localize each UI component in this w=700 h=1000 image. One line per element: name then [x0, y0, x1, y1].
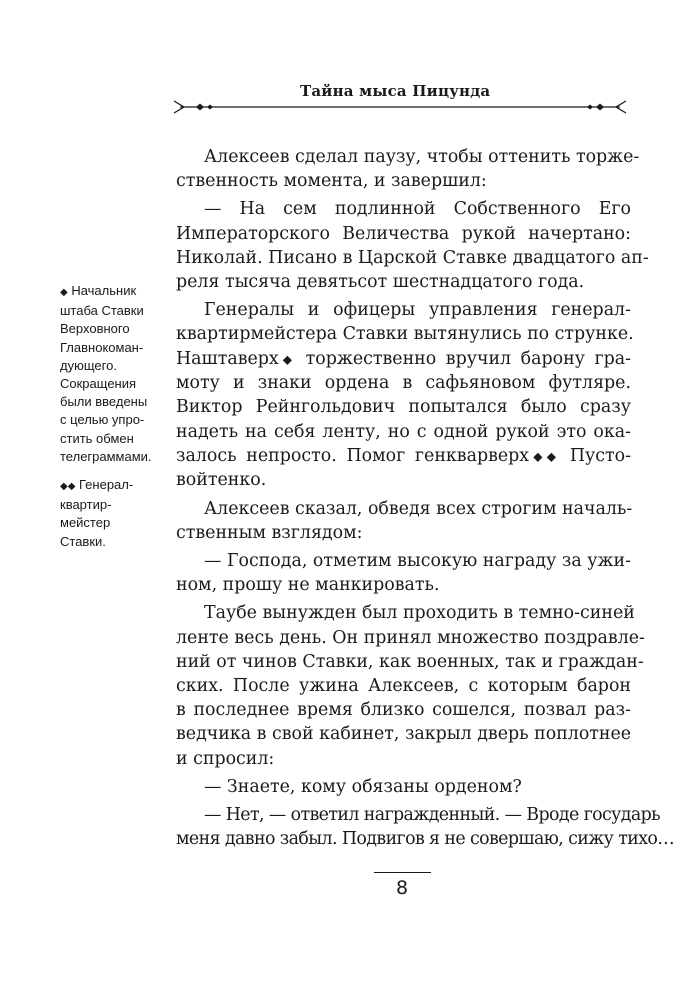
sidenote-line: ◆ Начальник [60, 283, 137, 298]
sidenote-line: ◆◆ Генерал- [60, 477, 134, 493]
footnote-marker: ◆◆ [60, 481, 76, 493]
text-line: — Знаете, кому обязаны орденом? [204, 776, 522, 797]
text-line: Николай. Писано в Царской Ставке двадцатого ап- [176, 247, 649, 268]
page-number-rule [374, 872, 431, 873]
text-line: меня давно забыл. Подвигов я не совершаю, сижу тихо… [176, 829, 675, 850]
text-line: Таубе вынужден был проходить в темно-синей [204, 603, 635, 624]
text-line [176, 347, 631, 372]
text-line: моту и знаки ордена в сафьяновом футляре. [176, 373, 631, 394]
sidenote-line: Сокращения [60, 376, 137, 392]
sidenote-line: квартир- [60, 497, 112, 513]
text-fragment: залось непросто. Помог генкварверх [176, 445, 530, 466]
text-line: в последнее время близко сошелся, позвал раз- [176, 700, 631, 721]
text-line: ний от чинов Ставки, как военных, так и граждан- [176, 651, 644, 672]
footnote-marker: ◆ [60, 287, 68, 298]
text-fragment: Пусто- [560, 445, 631, 466]
text-line: — Господа, отметим высокую награду за ужи- [204, 551, 631, 572]
text-line: войтенко. [176, 470, 267, 491]
running-header: Тайна мыса Пицунда [300, 82, 491, 100]
text-line: Виктор Рейнгольдович попытался было сразу [176, 397, 631, 418]
sidenote-line: дующего. [60, 357, 117, 373]
footnote-mark-1: ◆ [278, 352, 297, 367]
text-fragment: торжественно вручил барону гра- [296, 348, 631, 369]
text-line: Генералы и офицеры управления генерал- [204, 300, 631, 321]
text-line: квартирмейстера Ставки вытянулись по струнке. [176, 324, 634, 345]
page-number: 8 [395, 877, 409, 899]
text-line: Алексеев сказал, обведя всех строгим началь- [204, 498, 633, 519]
text-line: Императорского Величества рукой начертано: [176, 223, 631, 244]
sidenote-line: Верховного [60, 321, 130, 337]
sidenote-line: стить обмен [60, 430, 134, 446]
text-line: ственным взглядом: [176, 522, 363, 543]
sidenote-line: с целью упро- [60, 412, 145, 428]
sidenote-line: Главнокоман- [60, 339, 144, 355]
text-line: ственность момента, и завершил: [176, 171, 487, 192]
text-line: Алексеев сделал паузу, чтобы оттенить торже- [204, 147, 640, 167]
sidenote-line: телеграммами. [60, 448, 152, 464]
text-line [176, 444, 631, 469]
text-line: — На сем подлинной Собственного Его [204, 199, 631, 220]
text-line: — Нет, — ответил награжденный. — Вроде государь [204, 805, 661, 826]
sidenote-line: Ставки. [60, 533, 106, 549]
main-text [176, 145, 675, 851]
text-line: надеть на себя ленту, но с одной рукой это ока- [176, 421, 631, 442]
sidenotes [60, 282, 170, 551]
text-line: ведчика в свой кабинет, закрыл дверь поплотнее [176, 724, 632, 745]
text-line: ских. После ужина Алексеев, с которым барон [176, 676, 631, 697]
text-line: ленте весь день. Он принял множество поздравле- [176, 627, 645, 648]
text-fragment: Наштаверх [176, 348, 279, 369]
text-line: ном, прошу не манкировать. [176, 575, 440, 596]
sidenote-line: мейстер [60, 515, 111, 531]
sidenote-line: были введены [60, 394, 148, 410]
text-line: и спросил: [176, 748, 275, 769]
header-ornament-rule [170, 97, 630, 117]
sidenote-line: штаба Ставки [60, 303, 144, 319]
text-line: реля тысяча девятьсот шестнадцатого года. [176, 272, 585, 293]
footnote-mark-2: ◆◆ [529, 449, 561, 464]
